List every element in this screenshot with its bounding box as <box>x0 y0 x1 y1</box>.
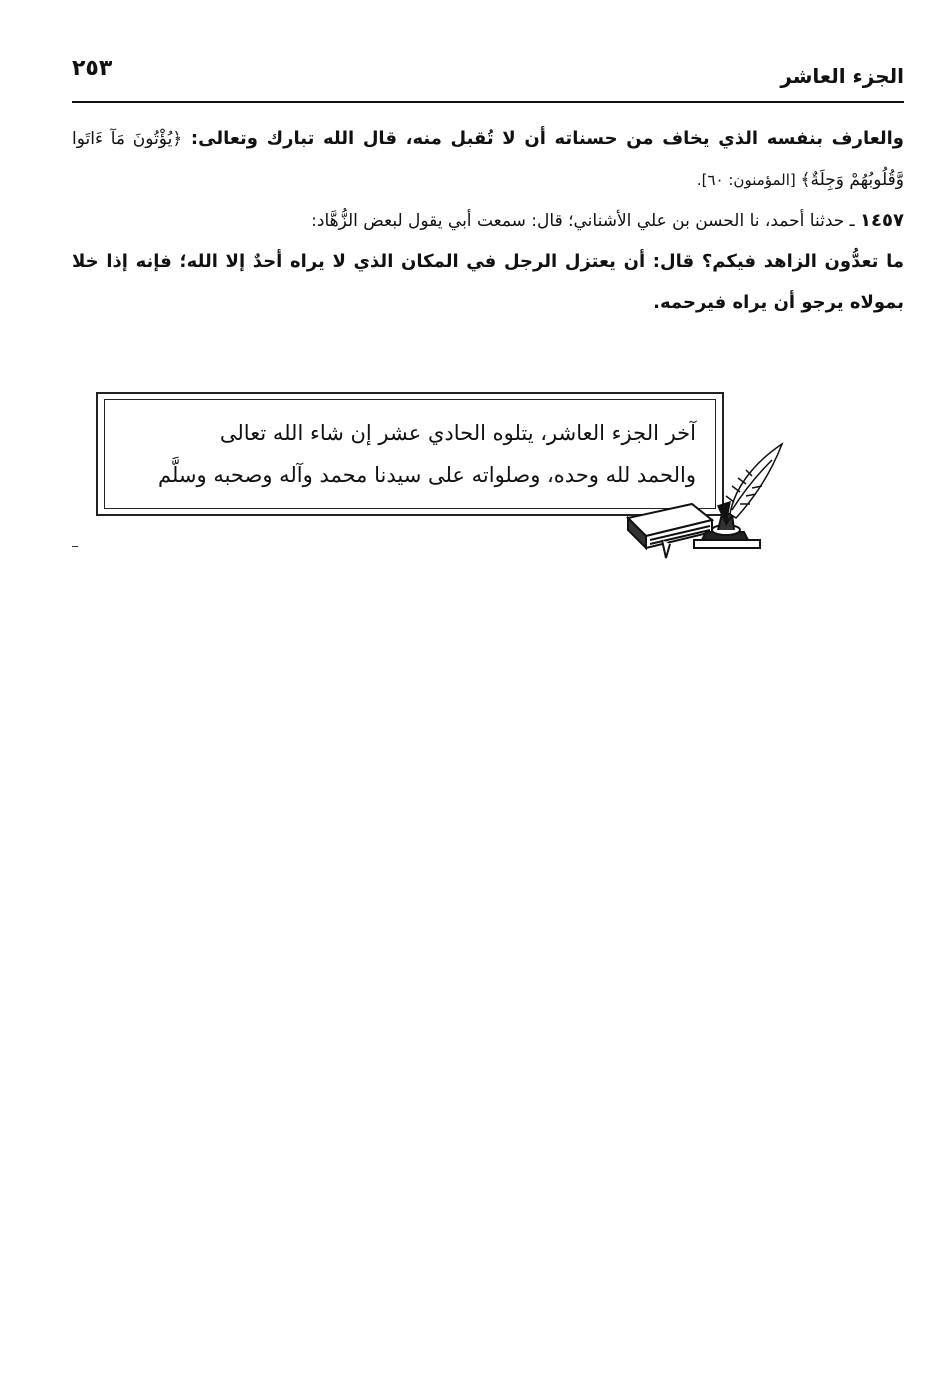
paragraph-commentary <box>72 118 904 200</box>
quill-feather-icon <box>718 444 782 524</box>
commentary-text: والعارف بنفسه الذي يخاف من حسناته أن لا تُقبل منه، قال الله تبارك وتعالى: <box>182 128 904 149</box>
quran-verse: ﴿يُؤْتُونَ مَآ ءَاتَوا وَّقُلُوبُهُمْ وَجِلَةٌ﴾ <box>72 129 904 190</box>
running-title: الجزء العاشر <box>780 64 904 88</box>
page-header <box>72 50 904 100</box>
colophon-line-1: آخر الجزء العاشر، يتلوه الحادي عشر إن شاء الله تعالى <box>219 421 696 445</box>
page-number: ٢٥٣ <box>72 56 113 81</box>
header-rule <box>72 101 904 103</box>
colophon-line-2: والحمد لله وحده، وصلواته على سيدنا محمد وآله وصحبه وسلَّم <box>158 463 696 487</box>
paragraph-hadith-isnad <box>72 200 904 241</box>
matn-text: ما تعدُّون الزاهد فيكم؟ قال: أن يعتزل الرجل في المكان الذي لا يراه أحدٌ إلا الله؛ فإنه إذا خلا بمولاه يرجو أن يراه فيرحمه. <box>72 251 904 313</box>
isnad-text: ـ حدثنا أحمد، نا الحسن بن علي الأشناني؛ قال: سمعت أبي يقول لبعض الزُّهَّاد: <box>311 211 861 231</box>
body-text <box>72 118 904 323</box>
book-and-quill-icon <box>622 440 792 560</box>
colophon-text <box>136 412 696 496</box>
paragraph-hadith-matn <box>72 241 904 323</box>
book-icon <box>628 504 712 558</box>
hadith-number: ١٤٥٧ <box>860 210 904 231</box>
verse-reference: [المؤمنون: ٦٠]. <box>696 171 801 189</box>
margin-mark <box>72 546 78 547</box>
